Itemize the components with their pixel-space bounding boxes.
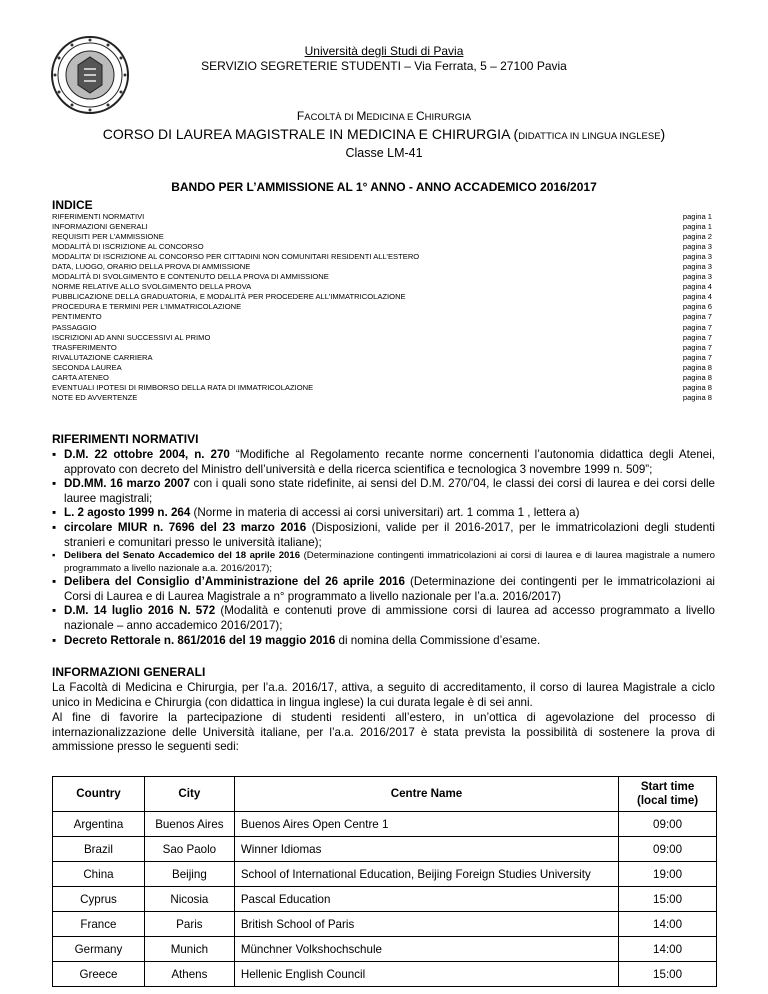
index-item-page: pagina 7	[682, 312, 712, 322]
reference-item	[52, 521, 715, 550]
reference-title: DD.MM. 16 marzo 2007	[64, 477, 190, 491]
index-item	[52, 312, 712, 322]
faculty-header	[0, 108, 768, 161]
cell-centre-name: School of International Education, Beijing Foreign Studies University	[234, 862, 618, 887]
reference-item	[52, 448, 715, 477]
info-paragraph-2: Al fine di favorire la partecipazione di studenti residenti all’estero, in un’ottica di agevolazione del processo di internazionalizzazione delle Università italiane, per l’a.a. 2016/2017 è stata prevista la possibilità di sostenere la prova di ammissione presso le seguenti sedi:	[52, 711, 715, 754]
course-name: CORSO DI LAUREA MAGISTRALE IN MEDICINA E CHIRURGIA (DIDATTICA IN LINGUA INGLESE)	[102, 126, 666, 142]
index-item-page: pagina 8	[682, 362, 712, 372]
cell-city: Athens	[144, 962, 234, 987]
table-row	[53, 837, 717, 862]
index-item-label: DATA, LUOGO, ORARIO DELLA PROVA DI AMMISSIONE	[52, 262, 251, 272]
index-item-label: NORME RELATIVE ALLO SVOLGIMENTO DELLA PROVA	[52, 282, 252, 292]
index-item-page: pagina 8	[682, 382, 712, 392]
reference-text: “Modifiche al Regolamento recante norme concernenti l’autonomia didattica degli Atenei, approvato con decreto del Ministro dell’università e della ricerca scientifica e tecnologica 3 novembre 1999 n. 509”;	[64, 448, 716, 476]
reference-item	[52, 477, 715, 506]
reference-item	[52, 604, 715, 633]
faculty-name: FACOLTÀ DI MEDICINA E CHIRURGIA	[296, 109, 472, 123]
index-item-label: PUBBLICAZIONE DELLA GRADUATORIA, E MODALITÀ PER PROCEDERE ALL’IMMATRICOLAZIONE	[52, 292, 406, 302]
cell-start-time: 09:00	[619, 837, 717, 862]
index-item	[52, 373, 712, 383]
header-country: Country	[53, 777, 145, 812]
cell-start-time: 14:00	[619, 912, 717, 937]
reference-title: circolare MIUR n. 7696 del 23 marzo 2016	[64, 520, 307, 534]
reference-text: (Determinazione contingenti immatricolazioni ai corsi di laurea e di laurea magistrale a numero programmato a livello nazionale a.a. 2016/2017);	[64, 550, 715, 574]
cell-centre-name: Hellenic English Council	[234, 962, 618, 987]
reference-text: (Norme in materia di accessi ai corsi universitari) art. 1 comma 1 , lettera a)	[190, 506, 580, 520]
index-item	[52, 272, 712, 282]
reference-text: (Modalità e contenuti prove di ammissione corsi di laurea ad accesso programmato a livello nazionale – anno accademico 2016/2017);	[64, 604, 715, 632]
index-item-page: pagina 4	[682, 292, 712, 302]
table-row	[53, 912, 717, 937]
table-header-row	[53, 777, 717, 812]
table-row	[53, 962, 717, 987]
cell-start-time: 19:00	[619, 862, 717, 887]
exam-centres-table	[52, 776, 717, 987]
index-item	[52, 212, 712, 222]
cell-centre-name: Winner Idiomas	[234, 837, 618, 862]
table-row	[53, 862, 717, 887]
cell-centre-name: Buenos Aires Open Centre 1	[234, 812, 618, 837]
index-item	[52, 262, 712, 272]
reference-title: D.M. 22 ottobre 2004, n. 270	[64, 448, 230, 461]
index-item	[52, 292, 712, 302]
cell-centre-name: Pascal Education	[234, 887, 618, 912]
index-item-label: RIVALUTAZIONE CARRIERA	[52, 352, 153, 362]
index-item-page: pagina 8	[682, 372, 712, 382]
reference-title: L. 2 agosto 1999 n. 264	[64, 506, 191, 520]
index-item-page: pagina 6	[682, 302, 712, 312]
index-item-page: pagina 3	[682, 262, 712, 272]
index-item-label: SECONDA LAUREA	[52, 362, 122, 372]
index-item-label: PENTIMENTO	[52, 312, 102, 322]
reference-item	[52, 575, 715, 604]
index-item-page: pagina 3	[682, 272, 712, 282]
cell-country: Argentina	[53, 812, 145, 837]
index-item	[52, 333, 712, 343]
index-item-label: PROCEDURA E TERMINI PER L’IMMATRICOLAZIONE	[52, 302, 242, 312]
table-row	[53, 937, 717, 962]
cell-start-time: 09:00	[619, 812, 717, 837]
reference-text: (Disposizioni, valide per il 2016-2017, per le immatricolazioni degli studenti stranieri e comunitari presso le università italiane);	[64, 520, 715, 549]
reference-title: Decreto Rettorale n. 861/2016 del 19 maggio 2016	[64, 633, 336, 647]
cell-city: Paris	[144, 912, 234, 937]
reference-text: con i quali sono state ridefinite, ai sensi del D.M. 270/’04, le classi dei corsi di laurea e dei corsi delle lauree magistrali;	[64, 477, 715, 505]
index-item-page: pagina 7	[682, 332, 712, 342]
university-header	[0, 44, 768, 74]
index-item-page: pagina 7	[682, 322, 712, 332]
index-item-label: MODALITÀ DI SVOLGIMENTO E CONTENUTO DELLA PROVA DI AMMISSIONE	[52, 272, 329, 282]
cell-country: France	[53, 912, 145, 937]
university-name: Università degli Studi di Pavia	[304, 44, 464, 58]
index-item	[52, 363, 712, 373]
service-address: SERVIZIO SEGRETERIE STUDENTI – Via Ferrata, 5 – 27100 Pavia	[201, 59, 567, 73]
references-list	[52, 448, 715, 648]
table-row	[53, 812, 717, 837]
index-item	[52, 393, 712, 403]
index-item-label: REQUISITI PER L’AMMISSIONE	[52, 232, 164, 242]
section-title-riferimenti: RIFERIMENTI NORMATIVI	[52, 432, 199, 446]
index-item-label: NOTE ED AVVERTENZE	[52, 392, 138, 402]
cell-country: Brazil	[53, 837, 145, 862]
reference-title: Delibera del Senato Accademico del 18 aprile 2016	[64, 550, 301, 562]
cell-centre-name: British School of Paris	[234, 912, 618, 937]
index-item	[52, 242, 712, 252]
index-item	[52, 353, 712, 363]
index-title: INDICE	[52, 198, 93, 212]
index-item	[52, 282, 712, 292]
reference-item	[52, 506, 715, 521]
reference-title: D.M. 14 luglio 2016 N. 572	[64, 604, 216, 618]
index-item-label: MODALITA’ DI ISCRIZIONE AL CONCORSO PER CITTADINI NON COMUNITARI RESIDENTI ALL’ESTERO	[52, 252, 420, 262]
index-item-page: pagina 7	[682, 342, 712, 352]
index-item-label: MODALITÀ DI ISCRIZIONE AL CONCORSO	[52, 242, 204, 252]
cell-country: Germany	[53, 937, 145, 962]
header-start-time: Start time (local time)	[619, 777, 717, 812]
section-title-informazioni: INFORMAZIONI GENERALI	[52, 665, 206, 679]
table-row	[53, 887, 717, 912]
cell-country: Cyprus	[53, 887, 145, 912]
cell-city: Beijing	[144, 862, 234, 887]
index-item	[52, 222, 712, 232]
index-item	[52, 323, 712, 333]
reference-item	[52, 550, 715, 575]
cell-city: Nicosia	[144, 887, 234, 912]
reference-title: Delibera del Consiglio d’Amministrazione del 26 aprile 2016	[64, 575, 405, 589]
course-class: Classe LM-41	[345, 146, 423, 160]
index-item	[52, 343, 712, 353]
index-item-label: CARTA ATENEO	[52, 372, 109, 382]
index-item	[52, 252, 712, 262]
index-item-label: TRASFERIMENTO	[52, 342, 117, 352]
index-item-page: pagina 8	[682, 392, 712, 402]
index-item-page: pagina 3	[682, 252, 712, 262]
reference-text: di nomina della Commissione d’esame.	[335, 633, 541, 647]
index-item-page: pagina 7	[682, 352, 712, 362]
header-centre-name: Centre Name	[234, 777, 618, 812]
index-item	[52, 383, 712, 393]
index-item-page: pagina 1	[682, 212, 712, 221]
cell-country: Greece	[53, 962, 145, 987]
cell-centre-name: Münchner Volkshochschule	[234, 937, 618, 962]
index-item-label: PASSAGGIO	[52, 322, 97, 332]
cell-city: Sao Paolo	[144, 837, 234, 862]
reference-text: (Determinazione dei contingenti per le immatricolazioni ai Corsi di Laurea e di Laurea Magistrale a n° programmato a livello nazionale per l’a.a. 2016/2017)	[64, 575, 715, 603]
index-item-page: pagina 2	[682, 232, 712, 242]
cell-start-time: 14:00	[619, 937, 717, 962]
index-item-label: INFORMAZIONI GENERALI	[52, 222, 148, 232]
index-item	[52, 302, 712, 312]
cell-start-time: 15:00	[619, 887, 717, 912]
index-item-page: pagina 3	[682, 242, 712, 252]
index-item-page: pagina 4	[682, 282, 712, 292]
index-item	[52, 232, 712, 242]
cell-start-time: 15:00	[619, 962, 717, 987]
index-item-page: pagina 1	[682, 222, 712, 232]
header-city: City	[144, 777, 234, 812]
index-item-label: RIFERIMENTI NORMATIVI	[52, 212, 145, 221]
index-item-label: EVENTUALI IPOTESI DI RIMBORSO DELLA RATA DI IMMATRICOLAZIONE	[52, 382, 314, 392]
reference-item	[52, 634, 715, 649]
index-list	[52, 212, 712, 403]
bando-title: BANDO PER L’AMMISSIONE AL 1° ANNO - ANNO ACCADEMICO 2016/2017	[171, 180, 597, 194]
cell-country: China	[53, 862, 145, 887]
cell-city: Buenos Aires	[144, 812, 234, 837]
index-item-label: ISCRIZIONI AD ANNI SUCCESSIVI AL PRIMO	[52, 332, 211, 342]
cell-city: Munich	[144, 937, 234, 962]
info-paragraph-1: La Facoltà di Medicina e Chirurgia, per l’a.a. 2016/17, attiva, a seguito di accreditamento, il corso di laurea Magistrale a ciclo unico in Medicina e Chirurgia (con didattica in lingua inglese) la cui durata legale è di sei anni.	[52, 681, 715, 709]
